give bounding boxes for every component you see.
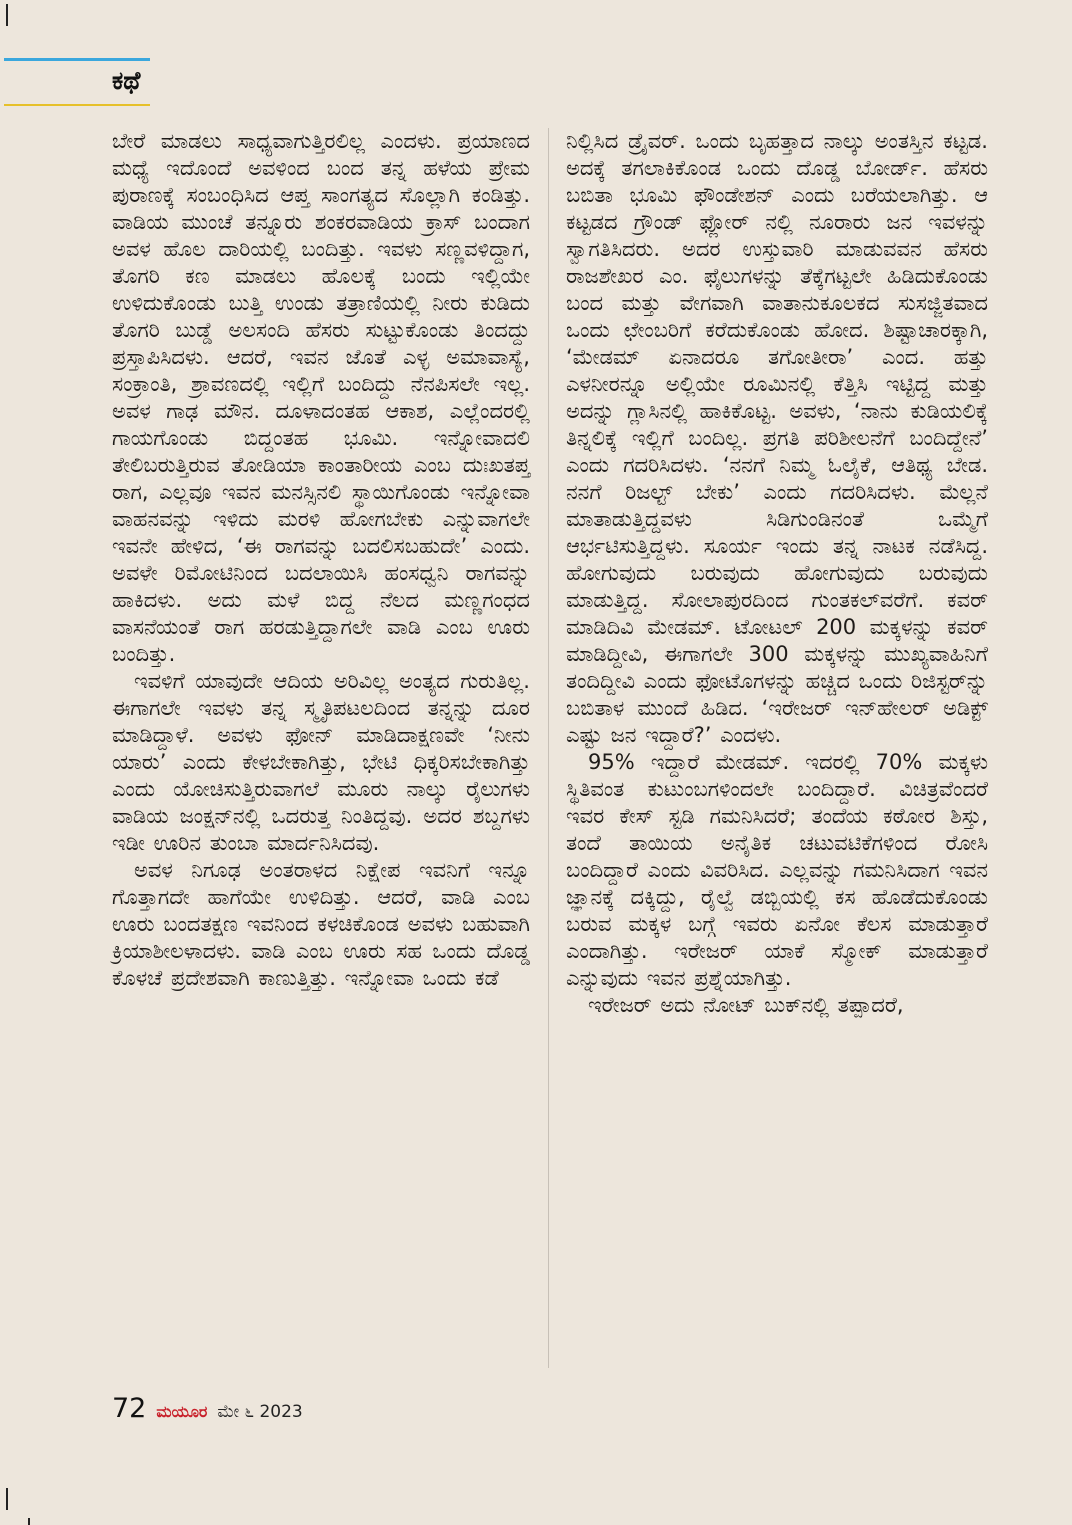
section-underline bbox=[4, 104, 150, 106]
article-column-left bbox=[112, 128, 530, 992]
paragraph: ಇವಳಿಗೆ ಯಾವುದೇ ಆದಿಯ ಅರಿವಿಲ್ಲ ಅಂತ್ಯದ ಗುರುತಿಲ್ಲ. ಈಗಾಗಲೇ ಇವಳು ತನ್ನ ಸ್ಮೃತಿಪಟಲದಿಂದ ತನ್ನನ್ನು ದೂರ ಮಾಡಿದ್ದಾಳೆ. ಅವಳು ಫೋನ್ ಮಾಡಿದಾಕ್ಷಣವೇ ‘ನೀನು ಯಾರು’ ಎಂದು ಕೇಳಬೇಕಾಗಿತ್ತು, ಭೇಟಿ ಧಿಕ್ಕರಿಸಬೇಕಾಗಿತ್ತು ಎಂದು ಯೋಚಿಸುತ್ತಿರುವಾಗಲೆ ಮೂರು ನಾಲ್ಕು ರೈಲುಗಳು ವಾಡಿಯ ಜಂಕ್ಷನ್‌ನಲ್ಲಿ ಒದರುತ್ತ ನಿಂತಿದ್ದವು. ಅದರ ಶಬ್ದಗಳು ಇಡೀ ಊರಿನ ತುಂಬಾ ಮಾರ್ದನಿಸಿದವು. bbox=[112, 669, 530, 855]
crop-mark-top-left bbox=[6, 4, 8, 26]
column-divider bbox=[548, 128, 549, 1368]
paragraph: ಇರೇಜರ್ ಅದು ನೋಟ್ ಬುಕ್‌ನಲ್ಲಿ ತಪ್ಪಾದರೆ, bbox=[588, 993, 904, 1017]
crop-mark-bottom-left bbox=[6, 1488, 8, 1510]
crop-mark-bottom-center bbox=[28, 1518, 30, 1525]
page-number: 72 bbox=[112, 1393, 147, 1424]
article-column-right bbox=[566, 128, 988, 1019]
section-label: ಕಥೆ bbox=[112, 66, 141, 95]
paragraph: ನಿಲ್ಲಿಸಿದ ಡ್ರೈವರ್. ಒಂದು ಬೃಹತ್ತಾದ ನಾಲ್ಕು ಅಂತಸ್ತಿನ ಕಟ್ಟಡ. ಅದಕ್ಕೆ ತಗಲಾಕಿಕೊಂಡ ಒಂದು ದೊಡ್ಡ ಬೋರ್ಡ್. ಹೆಸರು ಬಬಿತಾ ಭೂಮಿ ಫೌಂಡೇಶನ್ ಎಂದು ಬರೆಯಲಾಗಿತ್ತು. ಆ ಕಟ್ಟಡದ ಗ್ರೌಂಡ್ ಫ್ಲೋರ್ ನಲ್ಲಿ ನೂರಾರು ಜನ ಇವಳನ್ನು ಸ್ವಾಗತಿಸಿದರು. ಅದರ ಉಸ್ತುವಾರಿ ಮಾಡುವವನ ಹೆಸರು ರಾಜಶೇಖರ ಎಂ. ಫೈಲುಗಳನ್ನು ತೆಕ್ಕೆಗಟ್ಟಲೇ ಹಿಡಿದುಕೊಂಡು ಬಂದ ಮತ್ತು ವೇಗವಾಗಿ ವಾತಾನುಕೂಲಕದ ಸುಸಜ್ಜಿತವಾದ ಒಂದು ಛೇಂಬರಿಗೆ ಕರೆದುಕೊಂಡು ಹೋದ. ಶಿಷ್ಟಾಚಾರಕ್ಕಾಗಿ, ‘ಮೇಡಮ್ ಏನಾದರೂ ತಗೋತೀರಾ’ ಎಂದ. ಹತ್ತು ಎಳನೀರನ್ನೂ ಅಲ್ಲಿಯೇ ರೂಮಿನಲ್ಲಿ ಕೆತ್ತಿಸಿ ಇಟ್ಟಿದ್ದ ಮತ್ತು ಅದನ್ನು ಗ್ಲಾಸಿನಲ್ಲಿ ಹಾಕಿಕೊಟ್ಟ. ಅವಳು, ‘ನಾನು ಕುಡಿಯಲಿಕ್ಕೆ ತಿನ್ನಲಿಕ್ಕೆ ಇಲ್ಲಿಗೆ ಬಂದಿಲ್ಲ. ಪ್ರಗತಿ ಪರಿಶೀಲನೆಗೆ ಬಂದಿದ್ದೇನೆ’ ಎಂದು ಗದರಿಸಿದಳು. ‘ನನಗೆ ನಿಮ್ಮ ಓಲೈಕೆ, ಆತಿಥ್ಯ ಬೇಡ. ನನಗೆ ರಿಜಲ್ಟ್ ಬೇಕು’ ಎಂದು ಗದರಿಸಿದಳು. ಮೆಲ್ಲನೆ ಮಾತಾಡುತ್ತಿದ್ದವಳು ಸಿಡಿಗುಂಡಿನಂತೆ ಒಮ್ಮೆಗೆ ಆರ್ಭಟಿಸುತ್ತಿದ್ದಳು. ಸೂರ್ಯ ಇಂದು ತನ್ನ ನಾಟಕ ನಡೆಸಿದ್ದ. ಹೋಗುವುದು ಬರುವುದು ಹೋಗುವುದು ಬರುವುದು ಮಾಡುತ್ತಿದ್ದ. ಸೋಲಾಪುರದಿಂದ ಗುಂತಕಲ್‌ವರೆಗೆ. ಕವರ್ ಮಾಡಿದಿವಿ ಮೇಡಮ್. ಟೋಟಲ್ 200 ಮಕ್ಕಳನ್ನು ಕವರ್ ಮಾಡಿದ್ದೀವಿ, ಈಗಾಗಲೇ 300 ಮಕ್ಕಳನ್ನು ಮುಖ್ಯವಾಹಿನಿಗೆ ತಂದಿದ್ದೀವಿ ಎಂದು ಫೋಟೊಗಳನ್ನು ಹಚ್ಚಿದ ಒಂದು ರಿಜಿಸ್ಟರ್‌ನ್ನು ಬಬಿತಾಳ ಮುಂದೆ ಹಿಡಿದ. ‘ಇರೇಜರ್ ಇನ್‌ಹೇಲರ್ ಅಡಿಕ್ಟ್ ಎಷ್ಟು ಜನ ಇದ್ದಾರೆ?’ ಎಂದಳು. bbox=[566, 129, 988, 747]
page-footer bbox=[112, 1393, 303, 1424]
issue-date: ಮೇ ೬ 2023 bbox=[217, 1402, 303, 1422]
paragraph: ಅವಳ ನಿಗೂಢ ಅಂತರಾಳದ ನಿಕ್ಷೇಪ ಇವನಿಗೆ ಇನ್ನೂ ಗೊತ್ತಾಗದೇ ಹಾಗೆಯೇ ಉಳಿದಿತ್ತು. ಆದರೆ, ವಾಡಿ ಎಂಬ ಊರು ಬಂದತಕ್ಷಣ ಇವನಿಂದ ಕಳಚಿಕೊಂಡ ಅವಳು ಬಹುವಾಗಿ ಕ್ರಿಯಾಶೀಲಳಾದಳು. ವಾಡಿ ಎಂಬ ಊರು ಸಹ ಒಂದು ದೊಡ್ಡ ಕೊಳಚೆ ಪ್ರದೇಶವಾಗಿ ಕಾಣುತ್ತಿತ್ತು. ಇನ್ನೋವಾ ಒಂದು ಕಡೆ bbox=[112, 858, 530, 990]
paragraph: 95% ಇದ್ದಾರೆ ಮೇಡಮ್. ಇದರಲ್ಲಿ 70% ಮಕ್ಕಳು ಸ್ಥಿತಿವಂತ ಕುಟುಂಬಗಳಿಂದಲೇ ಬಂದಿದ್ದಾರೆ. ವಿಚಿತ್ರವೆಂದರೆ ಇವರ ಕೇಸ್ ಸ್ಟಡಿ ಗಮನಿಸಿದರೆ; ತಂದೆಯ ಕಠೋರ ಶಿಸ್ತು, ತಂದೆ ತಾಯಿಯ ಅನೈತಿಕ ಚಟುವಟಿಕೆಗಳಿಂದ ರೋಸಿ ಬಂದಿದ್ದಾರೆ ಎಂದು ವಿವರಿಸಿದ. ಎಲ್ಲವನ್ನು ಗಮನಿಸಿದಾಗ ಇವನ ಜ್ಞಾನಕ್ಕೆ ದಕ್ಕಿದ್ದು, ರೈಲ್ವೆ ಡಬ್ಬಿಯಲ್ಲಿ ಕಸ ಹೊಡೆದುಕೊಂಡು ಬರುವ ಮಕ್ಕಳ ಬಗ್ಗೆ ಇವರು ಏನೋ ಕೆಲಸ ಮಾಡುತ್ತಾರೆ ಎಂದಾಗಿತ್ತು. ಇರೇಜರ್ ಯಾಕೆ ಸ್ಮೋಕ್ ಮಾಡುತ್ತಾರೆ ಎನ್ನುವುದು ಇವನ ಪ್ರಶ್ನೆಯಾಗಿತ್ತು. bbox=[566, 750, 988, 990]
section-accent-bar bbox=[4, 58, 150, 61]
magazine-logo: ಮಯೂರ bbox=[156, 1402, 208, 1421]
paragraph: ಬೇರೆ ಮಾಡಲು ಸಾಧ್ಯವಾಗುತ್ತಿರಲಿಲ್ಲ ಎಂದಳು. ಪ್ರಯಾಣದ ಮಧ್ಯೆ ಇದೊಂದೆ ಅವಳಿಂದ ಬಂದ ತನ್ನ ಹಳೆಯ ಪ್ರೇಮ ಪುರಾಣಕ್ಕೆ ಸಂಬಂಧಿಸಿದ ಆಪ್ತ ಸಾಂಗತ್ಯದ ಸೊಲ್ಲಾಗಿ ಕಂಡಿತ್ತು. ವಾಡಿಯ ಮುಂಚೆ ತನ್ನೂರು ಶಂಕರವಾಡಿಯ ಕ್ರಾಸ್ ಬಂದಾಗ ಅವಳ ಹೊಲ ದಾರಿಯಲ್ಲಿ ಬಂದಿತ್ತು. ಇವಳು ಸಣ್ಣವಳಿದ್ದಾಗ, ತೊಗರಿ ಕಣ ಮಾಡಲು ಹೊಲಕ್ಕೆ ಬಂದು ಇಲ್ಲಿಯೇ ಉಳಿದುಕೊಂಡು ಬುತ್ತಿ ಉಂಡು ತತ್ರಾಣಿಯಲ್ಲಿ ನೀರು ಕುಡಿದು ತೊಗರಿ ಬುಡ್ಡೆ ಅಲಸಂದಿ ಹೆಸರು ಸುಟ್ಟುಕೊಂಡು ತಿಂದದ್ದು ಪ್ರಸ್ತಾಪಿಸಿದಳು. ಆದರೆ, ಇವನ ಜೊತೆ ಎಳ್ಳ ಅಮಾವಾಸ್ಯೆ, ಸಂಕ್ರಾಂತಿ, ಶ್ರಾವಣದಲ್ಲಿ ಇಲ್ಲಿಗೆ ಬಂದಿದ್ದು ನೆನಪಿಸಲೇ ಇಲ್ಲ. ಅವಳ ಗಾಢ ಮೌನ. ದೂಳಾದಂತಹ ಆಕಾಶ, ಎಲ್ಲೆಂದರಲ್ಲಿ ಗಾಯಗೊಂಡು ಬಿದ್ದಂತಹ ಭೂಮಿ. ಇನ್ನೋವಾದಲಿ ತೇಲಿಬರುತ್ತಿರುವ ತೋಡಿಯಾ ಕಾಂತಾರೀಯ ಎಂಬ ದುಃಖತಪ್ತ ರಾಗ, ಎಲ್ಲವೂ ಇವನ ಮನಸ್ಸಿನಲಿ ಸ್ಥಾಯಿಗೊಂಡು ಇನ್ನೋವಾ ವಾಹನವನ್ನು ಇಳಿದು ಮರಳಿ ಹೋಗಬೇಕು ಎನ್ನುವಾಗಲೇ ಇವನೇ ಹೇಳಿದ, ‘ಈ ರಾಗವನ್ನು ಬದಲಿಸಬಹುದೇ’ ಎಂದು. ಅವಳೇ ರಿಮೋಟಿನಿಂದ ಬದಲಾಯಿಸಿ ಹಂಸಧ್ವನಿ ರಾಗವನ್ನು ಹಾಕಿದಳು. ಅದು ಮಳೆ ಬಿದ್ದ ನೆಲದ ಮಣ್ಣಗಂಧದ ವಾಸನೆಯಂತೆ ರಾಗ ಹರಡುತ್ತಿದ್ದಾಗಲೇ ವಾಡಿ ಎಂಬ ಊರು ಬಂದಿತ್ತು. bbox=[112, 129, 530, 666]
